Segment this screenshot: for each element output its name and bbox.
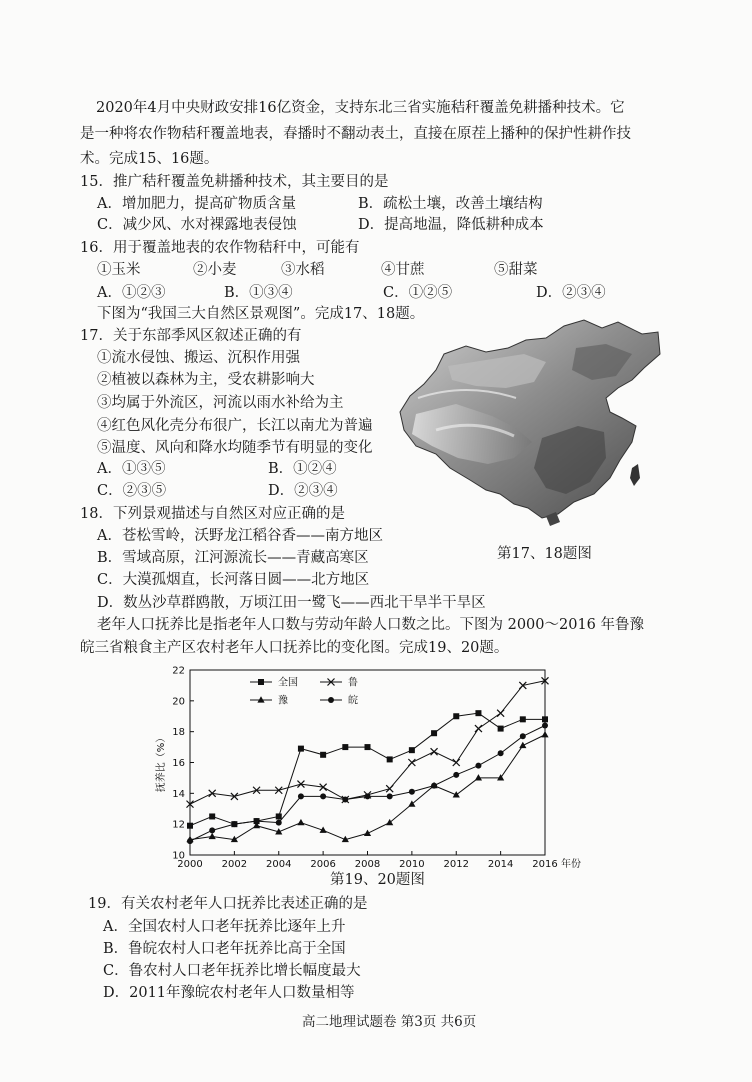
q15-option-b: B．疏松土壤，改善土壤结构 <box>358 196 543 212</box>
square-marker <box>498 726 504 732</box>
triangle-marker <box>519 742 526 748</box>
series-line <box>190 726 545 842</box>
chart-caption: 第19、20题图 <box>330 872 425 888</box>
x-tick-label: 2014 <box>487 859 514 870</box>
square-marker <box>365 744 371 750</box>
square-marker <box>409 747 415 753</box>
legend-label: 皖 <box>348 695 358 707</box>
circle-marker <box>542 723 548 729</box>
circle-marker <box>431 783 437 789</box>
q17-item-5: ⑤温度、风向和降水均随季节有明显的变化 <box>97 440 373 456</box>
square-marker <box>542 716 548 722</box>
q17-option-d: D．②③④ <box>268 483 338 499</box>
y-tick-label: 20 <box>172 696 185 708</box>
q15-option-a: A．增加肥力，提高矿物质含量 <box>97 196 296 212</box>
circle-marker <box>409 789 415 795</box>
square-marker <box>320 752 326 758</box>
legend-item-豫 <box>250 694 288 707</box>
q16-option-c: C．①②⑤ <box>383 285 453 301</box>
x-tick-label: 2006 <box>310 859 336 870</box>
square-marker <box>298 746 304 752</box>
x-tick-label: 2016 <box>532 859 558 870</box>
circle-marker <box>328 697 334 703</box>
y-tick-label: 14 <box>172 788 185 800</box>
q17-item-3: ③均属于外流区，河流以雨水补给为主 <box>97 395 344 411</box>
series-line <box>190 681 545 804</box>
square-marker <box>475 710 481 716</box>
x-tick-label: 2000 <box>177 859 203 870</box>
q18-option-c: C．大漠孤烟直，长河落日圆——北方地区 <box>97 572 370 588</box>
q16-stem: 16．用于覆盖地表的农作物秸秆中，可能有 <box>80 240 360 256</box>
chart-axes <box>190 670 545 855</box>
circle-marker <box>298 793 304 799</box>
circle-marker <box>498 750 504 756</box>
q15-option-c: C．减少风、水对裸露地表侵蚀 <box>97 217 297 233</box>
legend-label: 鲁 <box>348 677 358 689</box>
y-tick-label: 16 <box>172 758 185 769</box>
circle-marker <box>254 818 260 824</box>
series-line <box>190 735 545 840</box>
q15-stem: 15．推广秸秆覆盖免耕播种技术，其主要目的是 <box>80 174 389 190</box>
chart-intro-line-1: 老年人口抚养比是指老年人口数与劳动年龄人口数之比。下图为 2000～2016 年鲁豫 <box>97 617 645 633</box>
y-tick-label: 10 <box>172 850 185 862</box>
q17-option-c: C．②③⑤ <box>97 483 167 499</box>
chart-legend <box>250 676 358 707</box>
intro-line-1: 2020年4月中央财政安排16亿资金，支持东北三省实施秸秆覆盖免耕播种技术。它 <box>96 100 625 116</box>
triangle-marker <box>364 830 371 836</box>
square-marker <box>258 679 264 685</box>
legend-label: 全国 <box>278 677 298 689</box>
chart-x-axis-label: 年份 <box>561 859 581 870</box>
triangle-marker <box>408 800 415 806</box>
q19-option-b: B．鲁皖农村人口老年抚养比高于全国 <box>103 941 346 957</box>
intro-line-2: 是一种将农作物秸秆覆盖地表，春播时不翻动表土，直接在原茬上播种的保护性耕作技 <box>80 126 631 142</box>
triangle-marker <box>209 833 216 839</box>
rural-elderly-dependency-ratio-chart <box>150 660 590 870</box>
triangle-marker <box>297 819 304 825</box>
series-全国 <box>187 710 548 829</box>
x-marker <box>386 785 393 792</box>
circle-marker <box>231 821 237 827</box>
q17-item-2: ②植被以森林为主，受农耕影响大 <box>97 372 315 388</box>
q16-item-4: ④甘蔗 <box>381 262 425 278</box>
series-鲁 <box>187 677 549 807</box>
chart-plot-frame <box>190 670 545 855</box>
circle-marker <box>276 820 282 826</box>
legend-item-全国 <box>250 676 298 689</box>
x-tick-label: 2012 <box>443 859 469 870</box>
x-tick-label: 2008 <box>354 859 381 870</box>
y-tick-label: 22 <box>172 665 185 677</box>
x-tick-label: 2010 <box>399 859 425 870</box>
circle-marker <box>187 838 193 844</box>
circle-marker <box>387 793 393 799</box>
q17-stem: 17．关于东部季风区叙述正确的有 <box>80 328 302 344</box>
q18-option-b: B．雪域高原，江河源流长——青藏高寒区 <box>97 550 369 566</box>
x-marker <box>431 748 438 755</box>
circle-marker <box>342 797 348 803</box>
square-marker <box>342 744 348 750</box>
circle-marker <box>453 772 459 778</box>
triangle-marker <box>386 819 393 825</box>
square-marker <box>387 756 393 762</box>
x-tick-label: 2002 <box>221 859 248 870</box>
legend-item-皖 <box>320 694 358 707</box>
chart-intro-line-2: 皖三省粮食主产区农村老年人口抚养比的变化图。完成19、20题。 <box>80 640 509 656</box>
x-marker <box>497 710 504 717</box>
chart-x-ticks <box>177 851 557 870</box>
q16-item-2: ②小麦 <box>193 262 237 278</box>
q15-option-d: D．提高地温，降低耕种成本 <box>358 217 544 233</box>
x-tick-label: 2004 <box>266 859 292 870</box>
q19-stem: 19．有关农村老年人口抚养比表述正确的是 <box>88 896 368 912</box>
x-marker <box>408 759 415 766</box>
q18-stem: 18．下列景观描述与自然区对应正确的是 <box>80 506 345 522</box>
triangle-marker <box>475 774 482 780</box>
square-marker <box>187 823 193 829</box>
x-marker <box>475 725 482 732</box>
circle-marker <box>520 733 526 739</box>
q18-option-a: A．苍松雪岭，沃野龙江稻谷香——南方地区 <box>97 528 383 544</box>
q17-option-b: B．①②④ <box>268 461 337 477</box>
y-tick-label: 12 <box>172 819 185 831</box>
chart-y-ticks <box>172 666 194 862</box>
triangle-marker <box>541 731 548 737</box>
legend-item-鲁 <box>320 676 358 689</box>
square-marker <box>520 716 526 722</box>
square-marker <box>276 813 282 819</box>
square-marker <box>209 813 215 819</box>
q19-option-d: D．2011年豫皖农村老年人口数量相等 <box>103 985 355 1001</box>
q17-item-1: ①流水侵蚀、搬运、沉积作用强 <box>97 350 300 366</box>
series-line <box>190 713 545 826</box>
q18-option-d: D．数丛沙草群鸥散，万顷江田一鹭飞——西北干旱半干旱区 <box>97 595 486 611</box>
circle-marker <box>475 763 481 769</box>
legend-label: 豫 <box>278 695 288 707</box>
triangle-marker <box>257 696 264 702</box>
map-caption: 第17、18题图 <box>497 546 592 562</box>
china-landscape-map-image <box>396 318 662 528</box>
x-marker <box>453 759 460 766</box>
square-marker <box>453 713 459 719</box>
q16-option-a: A．①②③ <box>97 285 166 301</box>
y-tick-label: 18 <box>172 727 185 739</box>
q17-option-a: A．①③⑤ <box>97 461 166 477</box>
q19-option-c: C．鲁农村人口老年抚养比增长幅度最大 <box>103 963 361 979</box>
series-皖 <box>187 723 548 845</box>
q16-item-1: ①玉米 <box>97 262 141 278</box>
q17-item-4: ④红色风化壳分布很广，长江以南尤为普遍 <box>97 418 373 434</box>
square-marker <box>431 730 437 736</box>
q16-option-d: D．②③④ <box>536 285 606 301</box>
chart-y-axis-label: 抚养比（%） <box>156 732 167 793</box>
q16-option-b: B．①③④ <box>224 285 293 301</box>
intro-line-3: 术。完成15、16题。 <box>80 151 219 167</box>
q16-item-3: ③水稻 <box>281 262 325 278</box>
circle-marker <box>365 793 371 799</box>
circle-marker <box>209 827 215 833</box>
map-intro: 下图为“我国三大自然区景观图”。完成17、18题。 <box>97 306 425 322</box>
q19-option-a: A．全国农村人口老年抚养比逐年上升 <box>103 919 346 935</box>
page-footer: 高二地理试题卷 第3页 共6页 <box>302 1014 477 1030</box>
chart-series-lines <box>186 677 548 844</box>
q16-item-5: ⑤甜菜 <box>494 262 538 278</box>
circle-marker <box>320 793 326 799</box>
